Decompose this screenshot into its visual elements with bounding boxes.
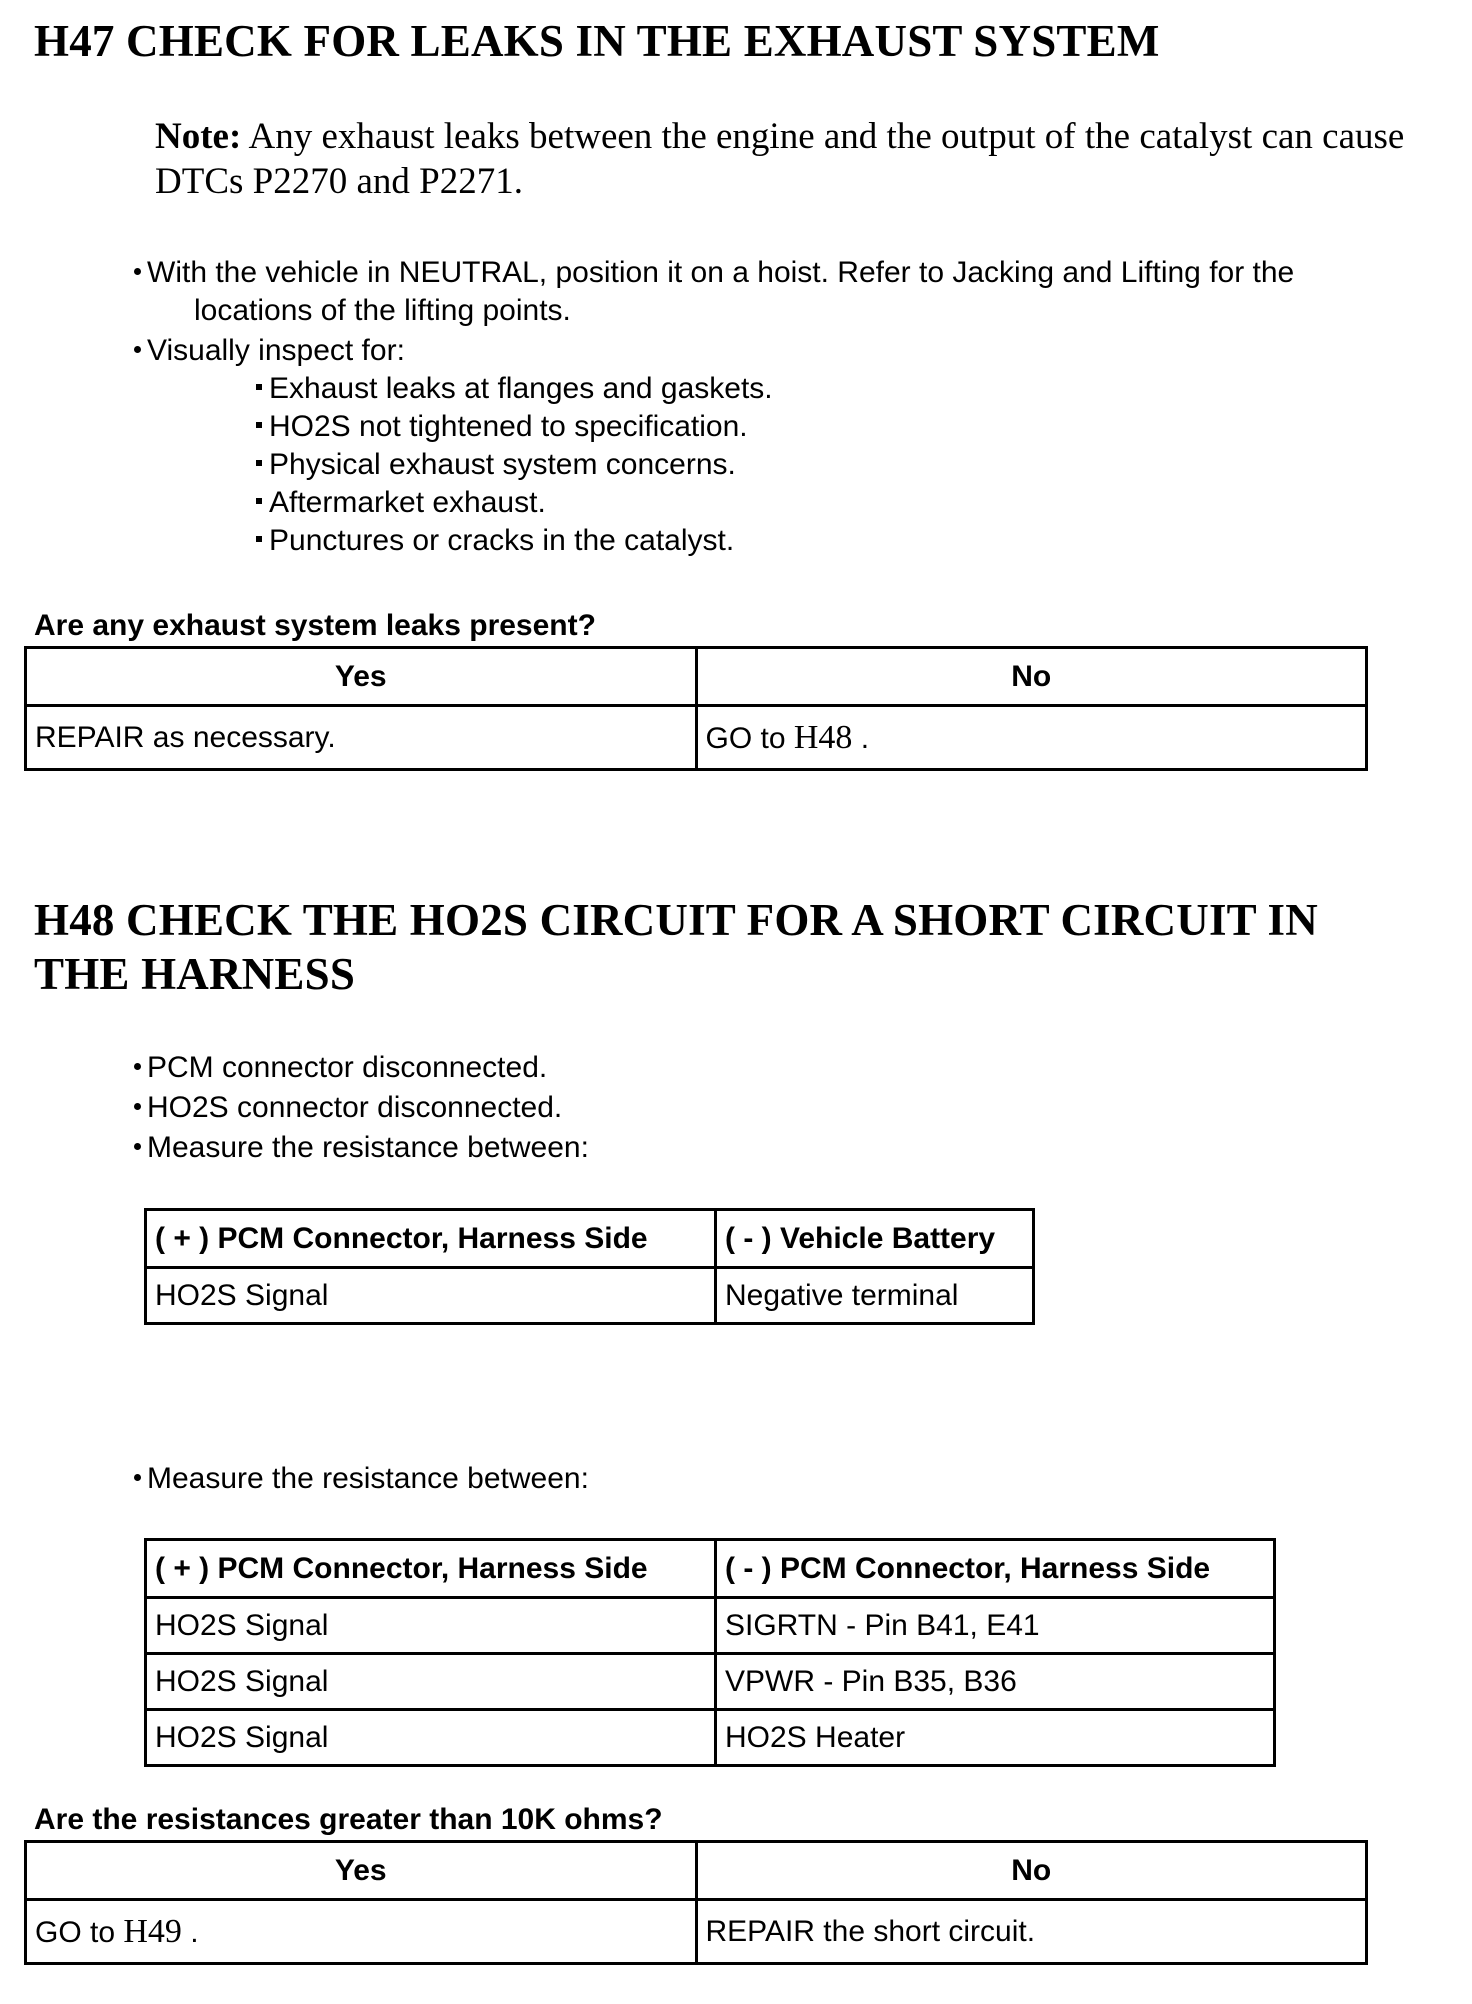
h47-question: Are any exhaust system leaks present? [34, 609, 596, 642]
table-header: ( - ) PCM Connector, Harness Side [716, 1540, 1275, 1598]
table-cell: HO2S Signal [146, 1654, 716, 1710]
no-header: No [696, 648, 1367, 706]
table-header: ( + ) PCM Connector, Harness Side [146, 1540, 716, 1598]
table-cell: Negative terminal [716, 1268, 1034, 1324]
h48-title-line-1: H48 CHECK THE HO2S CIRCUIT FOR A SHORT CIRCUIT IN [34, 895, 1318, 945]
note-label: Note: [155, 116, 242, 157]
table-header: ( + ) PCM Connector, Harness Side [146, 1210, 716, 1268]
h47-title: H47 CHECK FOR LEAKS IN THE EXHAUST SYSTEM [34, 16, 1160, 66]
bullet-icon [134, 346, 141, 353]
table-row [146, 1268, 1034, 1324]
link-h49[interactable]: H49 [123, 1912, 182, 1950]
h47-sub-bullet-4: Aftermarket exhaust. [256, 484, 546, 522]
table-cell: VPWR - Pin B35, B36 [716, 1654, 1275, 1710]
no-header: No [696, 1842, 1367, 1900]
note-text: Any exhaust leaks between the engine and the output of the catalyst can cause DTCs P2270 and P2271. [155, 116, 1405, 202]
h47-bullet-2: Visually inspect for: [134, 332, 405, 370]
table-row [146, 1654, 1275, 1710]
h48-bullet-2: HO2S connector disconnected. [134, 1089, 562, 1127]
square-bullet-icon [256, 498, 262, 504]
h47-note [155, 114, 1425, 204]
bullet-icon [134, 1103, 141, 1110]
table-cell: SIGRTN - Pin B41, E41 [716, 1598, 1275, 1654]
table-header: ( - ) Vehicle Battery [716, 1210, 1034, 1268]
h48-resistance-table-1 [144, 1208, 1035, 1325]
h48-resistance-table-2 [144, 1538, 1276, 1767]
h48-question: Are the resistances greater than 10K ohms? [34, 1803, 663, 1836]
square-bullet-icon [256, 460, 262, 466]
table-cell: HO2S Heater [716, 1710, 1275, 1766]
h47-sub-bullet-3: Physical exhaust system concerns. [256, 446, 736, 484]
h47-answer-table [24, 646, 1368, 771]
yes-action: REPAIR as necessary. [26, 706, 697, 770]
bullet-icon [134, 1143, 141, 1150]
table-row [146, 1598, 1275, 1654]
table-row [146, 1710, 1275, 1766]
bullet-icon [134, 268, 141, 275]
h47-bullet-1-cont: locations of the lifting points. [194, 294, 571, 327]
link-h48[interactable]: H48 [793, 718, 853, 756]
h47-sub-bullet-1: Exhaust leaks at flanges and gaskets. [256, 370, 773, 408]
square-bullet-icon [256, 536, 262, 542]
bullet-icon [134, 1063, 141, 1070]
table-cell: HO2S Signal [146, 1710, 716, 1766]
h47-bullet-1: With the vehicle in NEUTRAL, position it on a hoist. Refer to Jacking and Lifting for the [134, 254, 1294, 292]
yes-header: Yes [26, 1842, 697, 1900]
h48-answer-table [24, 1840, 1368, 1965]
yes-action: GO to H49 . [26, 1900, 697, 1964]
h47-sub-bullet-2: HO2S not tightened to specification. [256, 408, 748, 446]
yes-header: Yes [26, 648, 697, 706]
bullet-icon [134, 1474, 141, 1481]
no-action: REPAIR the short circuit. [696, 1900, 1367, 1964]
square-bullet-icon [256, 384, 262, 390]
table-cell: HO2S Signal [146, 1268, 716, 1324]
h48-bullet-4: Measure the resistance between: [134, 1460, 589, 1498]
h48-bullet-1: PCM connector disconnected. [134, 1049, 547, 1087]
h48-bullet-3: Measure the resistance between: [134, 1129, 589, 1167]
no-action: GO to H48 . [696, 706, 1367, 770]
table-cell: HO2S Signal [146, 1598, 716, 1654]
square-bullet-icon [256, 422, 262, 428]
h47-sub-bullet-5: Punctures or cracks in the catalyst. [256, 522, 734, 560]
h48-title-line-2: THE HARNESS [34, 949, 356, 999]
